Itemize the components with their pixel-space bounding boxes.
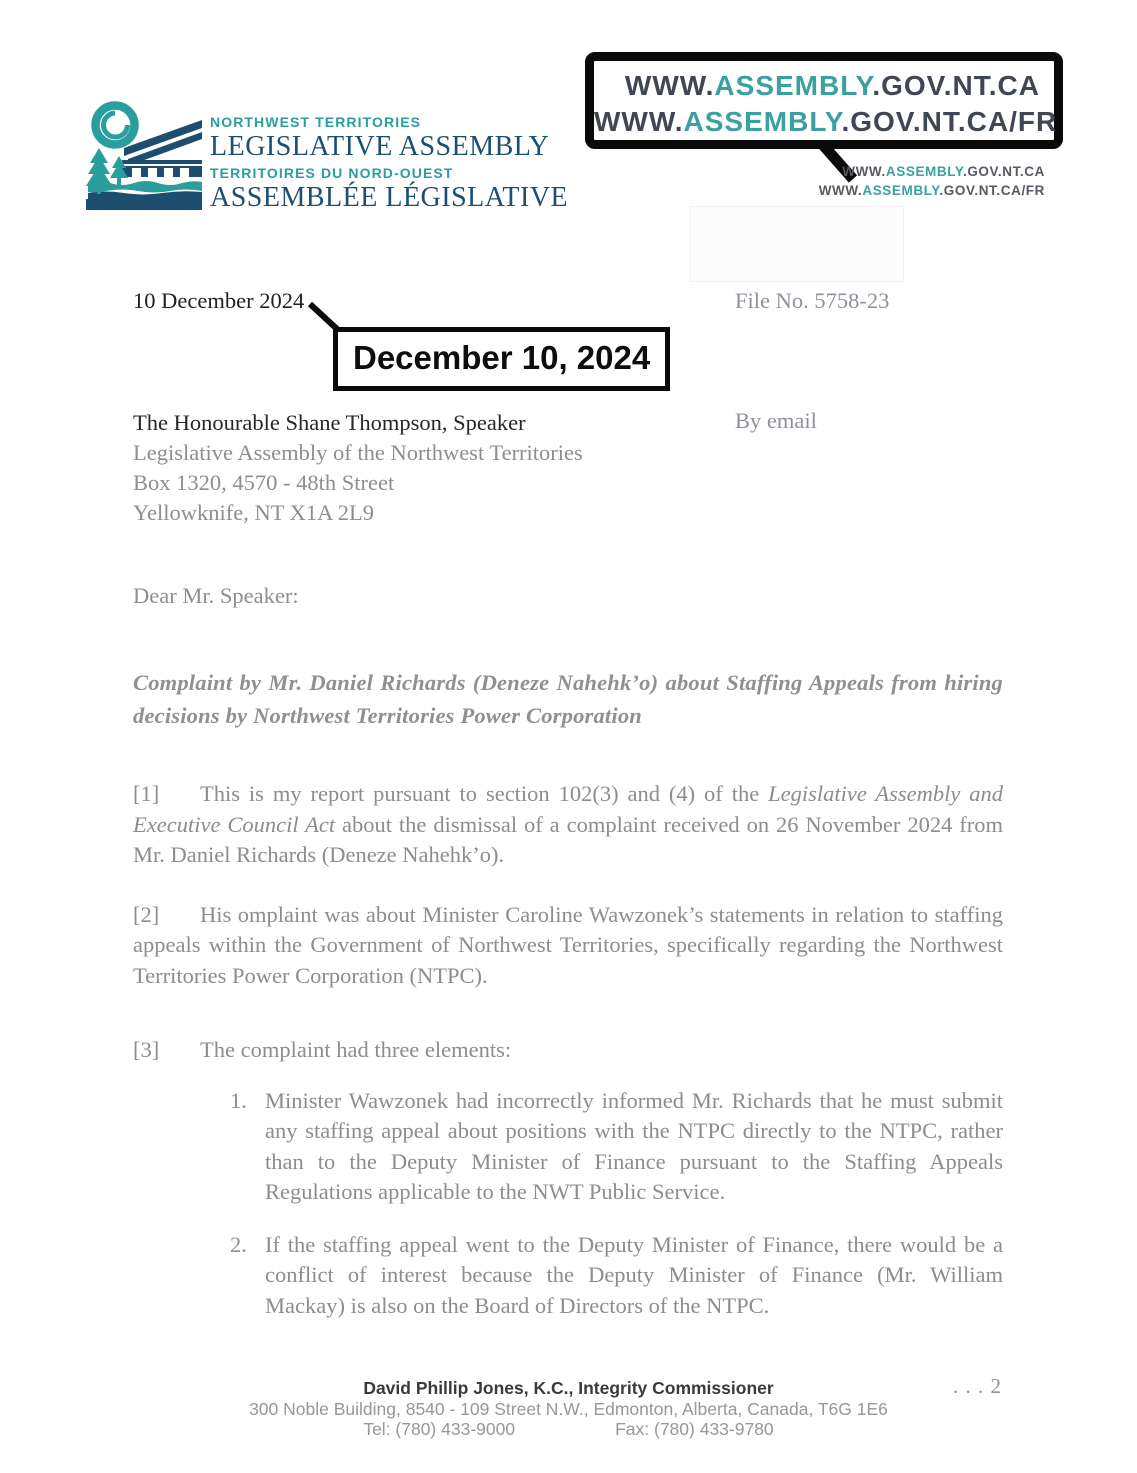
scan-artifact xyxy=(690,206,904,282)
salutation: Dear Mr. Speaker: xyxy=(133,583,299,608)
url-line-1: WWW.ASSEMBLY.GOV.NT.CA xyxy=(624,70,1040,101)
wordmark-fr-assembly: ASSEMBLÉE LÉGISLATIVE xyxy=(210,182,569,213)
recipient-city: Yellowknife, NT X1A 2L9 xyxy=(133,500,375,525)
list-item: 2. If the staffing appeal went to the Deputy Minister of Finance, there would be a conflict of interest because the Deputy Minister of Finance (Mr. William Mackay) is also on the Board of Directors of the NTPC. xyxy=(230,1231,1003,1318)
date-annotation-box: December 10, 2024 xyxy=(333,327,670,391)
footer-fax: Fax: (780) 433-9780 xyxy=(615,1419,774,1439)
wordmark-en-assembly: LEGISLATIVE ASSEMBLY xyxy=(210,131,550,162)
list-item-1-number: 1. xyxy=(230,1087,247,1113)
paragraph-1-number: [1] xyxy=(133,781,160,806)
letter-body xyxy=(133,779,1003,1321)
wordmark-fr-territory: TERRITOIRES DU NORD-OUEST xyxy=(210,165,454,181)
paragraph-1: [1] This is my report pursuant to section 102(3) and (4) of the Legislative Assembly and Executive Council Act about the dismissal of a complaint received on 26 November 2024 from Mr. Daniel Richards (Deneze Nahehk’o). xyxy=(133,781,1003,867)
commissioner-name: David Phillip Jones, K.C., Integrity Commissioner xyxy=(363,1378,774,1398)
act-title: Legislative Assembly and Executive Council Act xyxy=(133,781,1003,837)
paragraph-2: [2] His omplaint was about Minister Caroline Wawzonek’s statements in relation to staffing appeals within the Government of Northwest Territories, specifically regarding the Northwest Territories Power Corporation (NTPC). xyxy=(133,901,1003,988)
url-annotation-box xyxy=(585,52,1063,149)
list-item: 1. Minister Wawzonek had incorrectly informed Mr. Richards that he must submit any staffing appeal about positions with the NTPC directly to the NTPC, rather than to the Deputy Minister of Finance pursuant to the Staffing Appeals Regulations applicable to the NWT Public Service. xyxy=(230,1087,1003,1204)
url-small-text xyxy=(819,162,1045,200)
delivery-method: By email xyxy=(735,408,817,433)
url-small-line-2: WWW.ASSEMBLY.GOV.NT.CA/FR xyxy=(818,183,1045,198)
url-small-line-1: WWW.ASSEMBLY.GOV.NT.CA xyxy=(842,164,1045,179)
recipient-street: Box 1320, 4570 - 48th Street xyxy=(133,470,395,495)
url-line-2: WWW.ASSEMBLY.GOV.NT.CA/FR xyxy=(594,106,1058,137)
paragraph-3-number: [3] xyxy=(133,1037,160,1062)
paragraph-2-number: [2] xyxy=(133,901,160,927)
footer-address: 300 Noble Building, 8540 - 109 Street N.W., Edmonton, Alberta, Canada, T6G 1E6 xyxy=(249,1398,888,1419)
letter-date: 10 December 2024 xyxy=(133,288,305,313)
paragraph-3: [3] The complaint had three elements: xyxy=(133,1035,1003,1066)
footer-tel: Tel: (780) 433-9000 xyxy=(363,1419,516,1439)
list-item-2-number: 2. xyxy=(230,1231,247,1257)
recipient-name: The Honourable Shane Thompson, Speaker xyxy=(133,410,526,435)
file-number: File No. 5758-23 xyxy=(735,288,890,313)
legislative-assembly-logo-icon xyxy=(86,98,202,214)
page-continuation-marker: . . . 2 xyxy=(953,1374,1002,1398)
footer-phone-line xyxy=(0,1419,1137,1440)
recipient-address-block xyxy=(133,408,583,528)
wordmark-en-territory: NORTHWEST TERRITORIES xyxy=(210,114,422,130)
subject-line: Complaint by Mr. Daniel Richards (Deneze Nahehk’o) about Staffing Appeals from hiring decisions by Northwest Territories Power Corporation xyxy=(133,670,1003,728)
org-wordmark xyxy=(210,114,568,216)
recipient-org: Legislative Assembly of the Northwest Territories xyxy=(133,440,583,465)
